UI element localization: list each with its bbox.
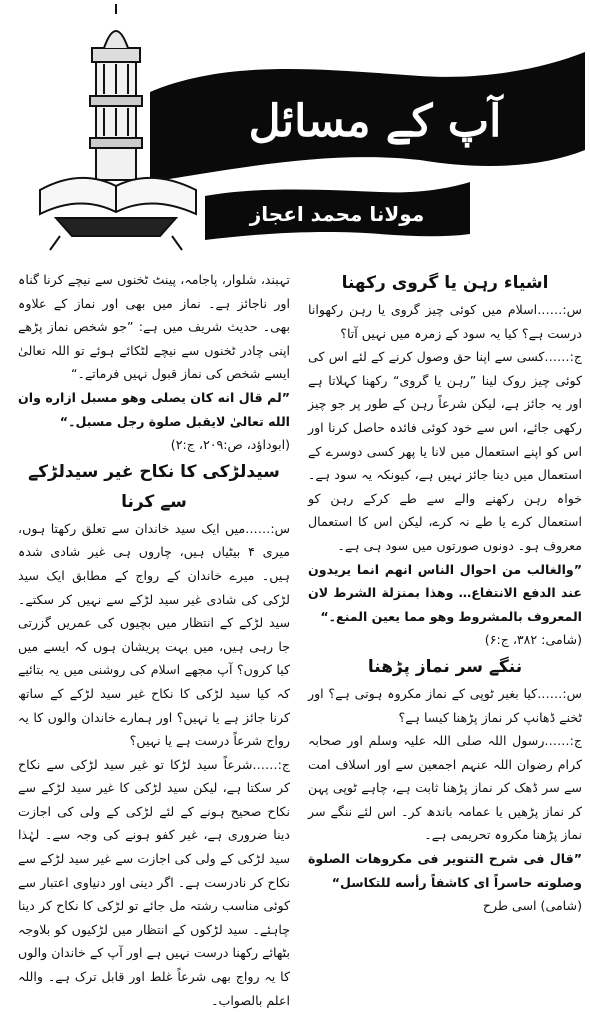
article-heading: سیدلڑکی کا نکاح غیر سیدلڑکے سے کرنا [28, 461, 280, 512]
reference: (ابوداؤد، ص:۲۰۹، ج:۲) [170, 437, 290, 453]
answer-text: ج:……کسی سے اپنا حق وصول کرنے کے لئے اس کی کوئی چیز روک لینا ”رہن یا گروی“ رکھنا کہلاتا ہے اور یہ جائز ہے، لیکن شرعاً رہن کے طور پر جو چیز رکھی جائے، اس سے خود کوئی فائدہ حاصل کرنا اور اس کو اپنے استعمال میں لانا یا پھر کسی دوسرے کے استعمال میں دینا جائز نہیں ہے، کیونکہ یہ سود ہے۔ خواہ رہن رکھنے والے سے طے کرکے رہن کو استعمال کرے یا طے نہ کرے، لیکن اس کا استعمال معروف ہو۔ دونوں صورتوں میں سود ہی ہے۔ [308, 349, 582, 553]
reference: (شامی) اسی طرح [482, 898, 582, 914]
question-text: س:……میں ایک سید خاندان سے تعلق رکھتا ہوں، میری ۴ بیٹیاں ہیں، چاروں ہی غیر شادی شدہ ہیں۔ میرے خاندان کے رواج کے مطابق ایک سید لڑکی کی شادی غیر سید لڑکے سے نہیں کر سکتے۔ سید لڑکے کے انتظار میں بچیوں کی عمریں گزرتی جا رہی ہیں، میں بہت پریشان ہوں کہ ایسے میں کیا کروں؟ آپ مجھے اسلام کی روشنی میں یہ بتائیے کہ کیا سید لڑکی کا نکاح غیر سید لڑکے کے ساتھ کرنا جائز ہے یا نہیں؟ اور ہمارے خاندان والوں کا یہ رواج شرعاً درست ہے یا نہیں؟ [18, 520, 290, 749]
answer-text: ج:……رسول اللہ صلی اللہ علیہ وسلم اور صحابہ کرام رضوان اللہ عنہم اجمعین سے اور اسلاف امت سے سر ڈھک کر نماز پڑھنا ثابت ہے، چاہے ٹوپی پہن کر نماز پڑھیں یا عمامہ باندھ کر۔ اس لئے ننگے سر نماز پڑھنا مکروہ تحریمی ہے۔ [308, 733, 582, 843]
arabic-quote: ”لم قال انه کان یصلی وهو مسبل ازاره وان الله تعالیٰ لایقبل صلوة رجل مسبل۔“ [18, 389, 290, 429]
paragraph-text: تہبند، شلوار، پاجامہ، پینٹ ٹخنوں سے نیچے کرنا گناہ اور ناجائز ہے۔ نماز میں بھی اور نماز کے علاوہ بھی۔ حدیث شریف میں ہے: ”جو شخص نماز پڑھے اپنی چادر ٹخنوں سے نیچے لٹکائے ہوئے تو اللہ تعالیٰ ایسے شخص کی نماز قبول نہیں فرماتے۔“ [18, 272, 290, 382]
article-heading: اشیاء رہن یا گروی رکھنا [341, 273, 549, 293]
masthead [0, 0, 590, 266]
reference: (شامی: ۳۸۲، ج:۶) [484, 632, 582, 648]
answer-text: ج:……شرعاً سید لڑکا تو غیر سید لڑکی سے نکاح کر سکتا ہے، لیکن سید لڑکی کا غیر سید لڑکے سے نکاح صحیح ہونے کے لئے لڑکی کے ولی کی اجازت دینا ضروری ہے، غیر کفو ہونے کی وجہ سے۔ لہٰذا سید لڑکی کے ولی کی اجازت سے غیر سید لڑکے سے نکاح کر نادرست ہے۔ اگر دینی اور دنیاوی اعتبار سے کوئی مناسب رشتہ مل جائے تو لڑکی کا نکاح کر دینا چاہئے۔ سید لڑکوں کے انتظار میں لڑکیوں کو بلاوجہ بٹھائے رکھنا درست نہیں ہے اور آپ کے خاندان والوں کا یہ رواج بھی شرعاً غلط اور قابل ترک ہے۔ واللہ اعلم بالصواب۔ [18, 756, 290, 1008]
minaret-icon [90, 4, 142, 180]
article-heading: ننگے سر نماز پڑھنا [367, 656, 523, 677]
open-book-icon [40, 178, 196, 250]
question-text: س:……اسلام میں کوئی چیز گروی یا رہن رکھوانا درست ہے؟ کیا یہ سود کے زمرہ میں نہیں آتا؟ [308, 302, 582, 341]
right-column [308, 268, 582, 918]
author-name: مولانا محمد اعجاز مصطفیٰ [249, 202, 425, 266]
masthead-title: آپ کے مسائل [248, 96, 502, 147]
question-text: س:……کیا بغیر ٹوپی کے نماز مکروہ ہوتی ہے؟ اور ٹخنے ڈھانپ کر نماز پڑھنا کیسا ہے؟ [308, 685, 582, 725]
arabic-quote: ”والغالب من احوال الناس انهم انما یریدون عند الدفع الانتفاع… وهذا بمنزلة الشرط لان المعروف بالمشروط وهو مما یعین المنع۔“ [308, 561, 582, 624]
left-column [18, 268, 290, 1012]
arabic-quote: ”قال فی شرح التنویر فی مکروهات الصلوة وصلوته حاسراً ای کاشفاً رأسه للتکاسل“ [308, 851, 582, 890]
